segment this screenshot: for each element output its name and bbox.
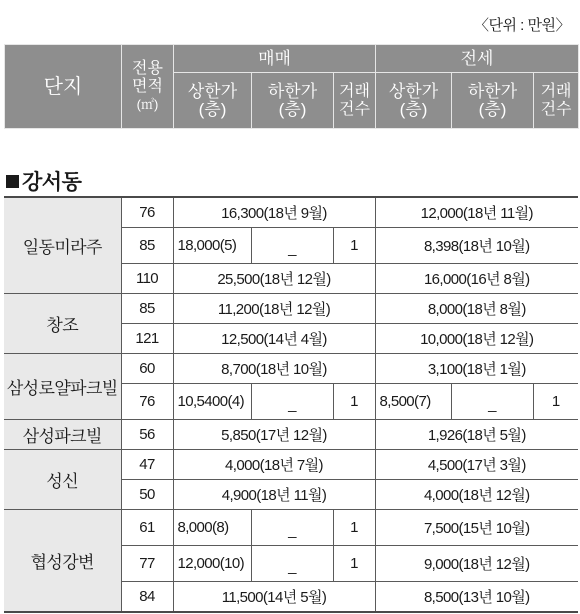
sale-latest-cell: 25,500(18년 12월) bbox=[173, 264, 375, 294]
table-header bbox=[4, 44, 579, 129]
section-title: 강서동 bbox=[6, 166, 81, 196]
jeonse-latest-cell: 8,398(18년 10월) bbox=[375, 228, 578, 264]
jeonse-latest-cell: 4,500(17년 3월) bbox=[375, 450, 578, 480]
header-sale-lower: 하한가 (층) bbox=[252, 73, 334, 129]
jeonse-latest-cell: 9,000(18년 12월) bbox=[375, 546, 578, 582]
header-sale-count: 거래 건수 bbox=[334, 73, 376, 129]
header-jeonse-lower: 하한가 (층) bbox=[452, 73, 534, 129]
sale-latest-cell: 16,300(18년 9월) bbox=[173, 197, 375, 228]
sale-upper-cell: 18,000(5) bbox=[173, 228, 251, 264]
sale-latest-cell: 11,500(14년 5월) bbox=[173, 582, 375, 613]
jeonse-latest-cell: 8,000(18년 8월) bbox=[375, 294, 578, 324]
area-cell: 56 bbox=[121, 420, 173, 450]
sale-lower-cell: _ bbox=[251, 546, 333, 582]
jeonse-lower-cell: _ bbox=[451, 384, 533, 420]
sale-latest-cell: 11,200(18년 12월) bbox=[173, 294, 375, 324]
area-cell: 77 bbox=[121, 546, 173, 582]
sale-lower-cell: _ bbox=[251, 384, 333, 420]
jeonse-latest-cell: 4,000(18년 12월) bbox=[375, 480, 578, 510]
sale-latest-cell: 4,900(18년 11월) bbox=[173, 480, 375, 510]
table-row bbox=[4, 450, 578, 480]
area-cell: 121 bbox=[121, 324, 173, 354]
jeonse-upper-cell: 8,500(7) bbox=[375, 384, 451, 420]
jeonse-latest-cell: 8,500(13년 10월) bbox=[375, 582, 578, 613]
table-row bbox=[4, 510, 578, 546]
area-cell: 84 bbox=[121, 582, 173, 613]
sale-latest-cell: 4,000(18년 7월) bbox=[173, 450, 375, 480]
area-cell: 61 bbox=[121, 510, 173, 546]
area-cell: 76 bbox=[121, 384, 173, 420]
header-jeonse-upper: 상한가 (층) bbox=[376, 73, 452, 129]
table-row bbox=[4, 354, 578, 384]
sale-lower-cell: _ bbox=[251, 510, 333, 546]
jeonse-count-cell: 1 bbox=[533, 384, 578, 420]
table-row bbox=[4, 420, 578, 450]
sale-lower-cell: _ bbox=[251, 228, 333, 264]
sale-upper-cell: 12,000(10) bbox=[173, 546, 251, 582]
complex-name-cell: 성신 bbox=[4, 450, 121, 510]
complex-name-cell: 삼성파크빌 bbox=[4, 420, 121, 450]
header-jeonse-count: 거래 건수 bbox=[534, 73, 579, 129]
table-row bbox=[4, 197, 578, 228]
header-area: 전용 면적 (㎡) bbox=[122, 45, 174, 129]
header-jeonse: 전세 bbox=[376, 45, 579, 73]
area-cell: 110 bbox=[121, 264, 173, 294]
area-cell: 50 bbox=[121, 480, 173, 510]
price-table bbox=[4, 196, 578, 613]
sale-count-cell: 1 bbox=[333, 546, 375, 582]
jeonse-latest-cell: 1,926(18년 5월) bbox=[375, 420, 578, 450]
unit-label: 〈단위 : 만원〉 bbox=[474, 17, 570, 34]
complex-name-cell: 창조 bbox=[4, 294, 121, 354]
jeonse-latest-cell: 3,100(18년 1월) bbox=[375, 354, 578, 384]
sale-upper-cell: 10,5400(4) bbox=[173, 384, 251, 420]
sale-latest-cell: 5,850(17년 12월) bbox=[173, 420, 375, 450]
sale-upper-cell: 8,000(8) bbox=[173, 510, 251, 546]
sale-latest-cell: 12,500(14년 4월) bbox=[173, 324, 375, 354]
jeonse-latest-cell: 16,000(16년 8월) bbox=[375, 264, 578, 294]
complex-name-cell: 협성강변 bbox=[4, 510, 121, 613]
area-cell: 85 bbox=[121, 294, 173, 324]
complex-name-cell: 삼성로얄파크빌 bbox=[4, 354, 121, 420]
area-cell: 85 bbox=[121, 228, 173, 264]
sale-count-cell: 1 bbox=[333, 510, 375, 546]
sale-latest-cell: 8,700(18년 10월) bbox=[173, 354, 375, 384]
header-sale: 매매 bbox=[174, 45, 376, 73]
sale-count-cell: 1 bbox=[333, 228, 375, 264]
area-cell: 76 bbox=[121, 197, 173, 228]
header-sale-upper: 상한가 (층) bbox=[174, 73, 252, 129]
area-cell: 47 bbox=[121, 450, 173, 480]
jeonse-latest-cell: 12,000(18년 11월) bbox=[375, 197, 578, 228]
jeonse-latest-cell: 10,000(18년 12월) bbox=[375, 324, 578, 354]
complex-name-cell: 일동미라주 bbox=[4, 197, 121, 294]
area-cell: 60 bbox=[121, 354, 173, 384]
header-complex: 단지 bbox=[5, 45, 122, 129]
sale-count-cell: 1 bbox=[333, 384, 375, 420]
jeonse-latest-cell: 7,500(15년 10월) bbox=[375, 510, 578, 546]
table-row bbox=[4, 294, 578, 324]
square-bullet-icon bbox=[6, 175, 19, 188]
